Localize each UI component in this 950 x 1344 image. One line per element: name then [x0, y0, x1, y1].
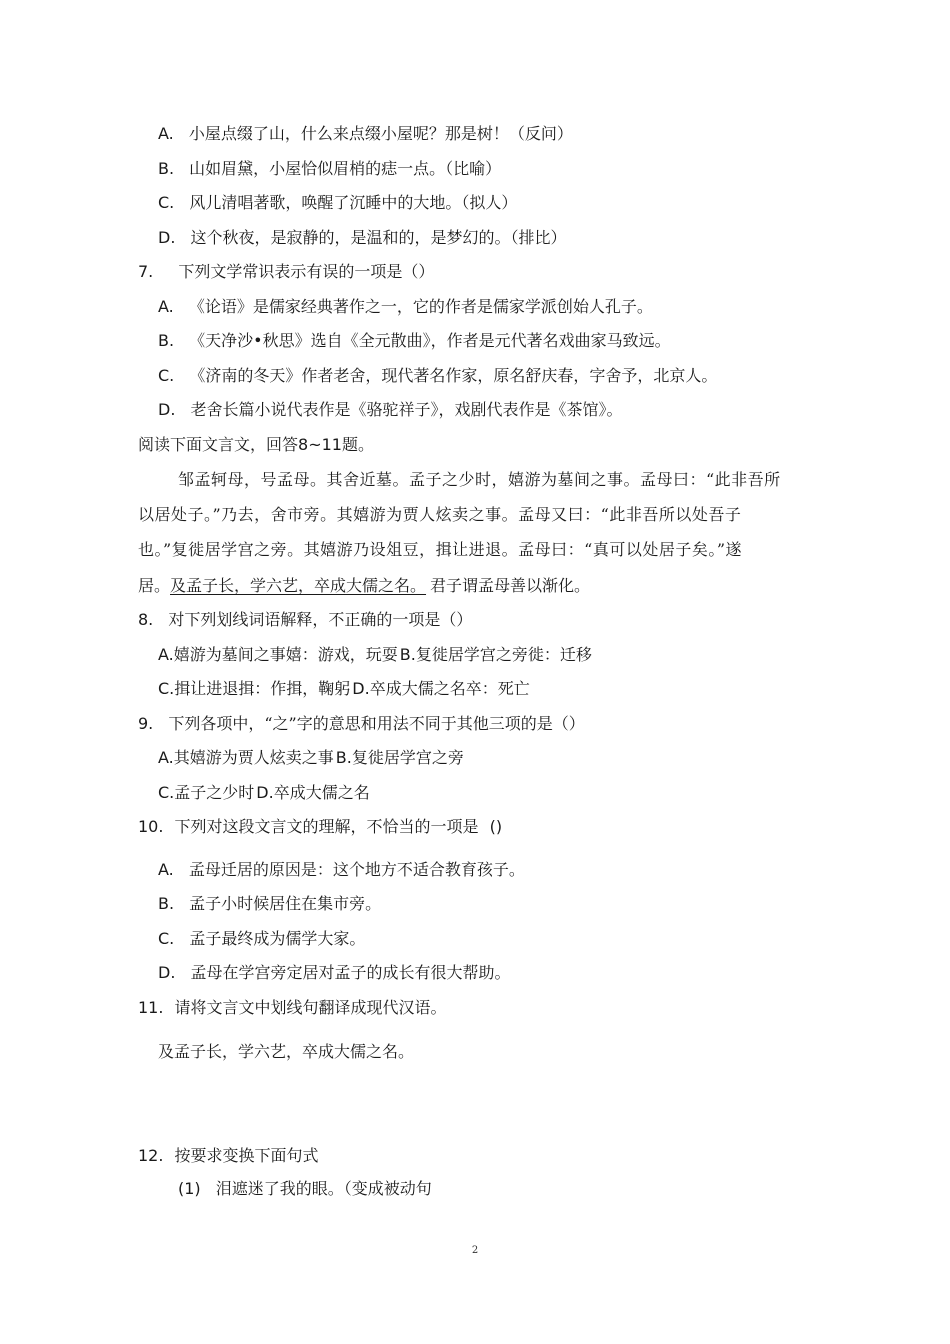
option-label: C.	[158, 193, 175, 212]
sub-number: (1)	[178, 1179, 201, 1198]
option-text: 孟子最终成为儒学大家。	[189, 929, 366, 948]
option-label: A.	[158, 297, 174, 316]
sub-text: 泪遮迷了我的眼。（变成被动句	[215, 1179, 432, 1198]
answer-paren: ()	[489, 817, 503, 836]
question-number: 8.	[138, 610, 154, 629]
option-label: B.	[158, 331, 175, 350]
option-label: A.	[158, 124, 174, 143]
q11-sentence: 及孟子长，学六艺，卒成大儒之名。	[158, 1042, 415, 1061]
intro-range: 8~11	[298, 435, 342, 454]
option-label: D.	[158, 963, 176, 982]
question-text: 下列文学常识表示有误的一项是（）	[178, 262, 435, 281]
option-label: D.	[158, 228, 176, 247]
question-text: 请将文言文中划线句翻译成现代汉语。	[174, 998, 447, 1017]
option-label: B.	[158, 894, 175, 913]
option-label: C.	[158, 929, 175, 948]
option-text: 小屋点缀了山，什么来点缀小屋呢？那是树！（反问）	[188, 124, 573, 143]
option-text: 揖让进退揖：作揖，鞠躬	[174, 679, 351, 698]
q12-stem	[138, 1145, 319, 1167]
option-text: 《济南的冬天》作者老舍，现代著名作家，原名舒庆春，字舍予，北京人。	[189, 366, 718, 385]
underlined-sentence: 及孟子长，学六艺，卒成大儒之名。	[170, 576, 427, 595]
q9-stem	[138, 713, 585, 735]
q8-options-row-1	[158, 644, 592, 666]
page-number: 2	[471, 1245, 479, 1256]
q10-option-c	[158, 928, 365, 950]
option-label: A.	[158, 748, 174, 767]
option-text: 《论语》是儒家经典著作之一，它的作者是儒家学派创始人孔子。	[188, 297, 653, 316]
intro-text-end: 题。	[341, 435, 374, 454]
q7-stem	[138, 261, 434, 283]
question-number: 9.	[138, 714, 154, 733]
q9-options-row-1	[158, 747, 464, 769]
option-label: D.	[352, 679, 370, 698]
option-label: B.	[399, 645, 416, 664]
passage-intro	[138, 434, 374, 456]
passage-text: 居。	[138, 576, 171, 595]
q10-option-b	[158, 893, 381, 915]
question-text: 下列对这段文言文的理解，不恰当的一项是	[174, 817, 479, 836]
passage-line-1: 邹孟轲母，号孟母。其舍近墓。孟子之少时，嬉游为墓间之事。孟母曰：“此非吾所	[178, 470, 781, 489]
question-number: 12.	[138, 1146, 164, 1165]
option-text: 老舍长篇小说代表作是《骆驼祥子》，戏剧代表作是《茶馆》。	[190, 400, 623, 419]
passage-line-4	[138, 575, 590, 597]
option-text: 孟子小时候居住在集市旁。	[189, 894, 382, 913]
q6-option-b	[158, 158, 501, 180]
passage-text: 君子谓孟母善以渐化。	[430, 576, 591, 595]
q7-option-c	[158, 365, 717, 387]
option-label: C.	[158, 366, 175, 385]
option-text: 卒成大儒之名	[273, 783, 370, 802]
option-label: D.	[158, 400, 176, 419]
option-text: 其嬉游为贾人炫卖之事	[173, 748, 334, 767]
question-number: 11.	[138, 998, 164, 1017]
option-label: B.	[335, 748, 352, 767]
passage-line-3: 也。”复徙居学宫之旁。其嬉游乃设俎豆，揖让进退。孟母曰：“真可以处居子矣。”遂	[138, 540, 743, 559]
question-text: 下列各项中，“之”字的意思和用法不同于其他三项的是（）	[168, 714, 585, 733]
option-text: 山如眉黛，小屋恰似眉梢的痣一点。（比喻）	[189, 159, 502, 178]
option-text: 孟母迁居的原因是：这个地方不适合教育孩子。	[188, 860, 525, 879]
q6-option-d	[158, 227, 567, 249]
q7-option-d	[158, 399, 623, 421]
option-label: C.	[158, 783, 175, 802]
option-label: A.	[158, 645, 174, 664]
option-text: 复徙居学宫之旁徙：迁移	[415, 645, 592, 664]
option-text: 孟母在学宫旁定居对孟子的成长有很大帮助。	[190, 963, 511, 982]
option-label: C.	[158, 679, 175, 698]
q6-option-a	[158, 123, 573, 145]
q6-option-c	[158, 192, 517, 214]
q7-option-a	[158, 296, 653, 318]
q8-options-row-2	[158, 678, 530, 700]
option-text: 这个秋夜，是寂静的，是温和的，是梦幻的。（排比）	[190, 228, 567, 247]
q12-sub-1	[178, 1178, 432, 1200]
option-label: B.	[158, 159, 175, 178]
option-label: D.	[256, 783, 274, 802]
q11-stem	[138, 997, 447, 1019]
option-label: A.	[158, 860, 174, 879]
question-number: 10.	[138, 817, 164, 836]
question-text: 按要求变换下面句式	[174, 1146, 319, 1165]
q7-option-b	[158, 330, 671, 352]
option-text: 风儿清唱著歌，唤醒了沉睡中的大地。（拟人）	[189, 193, 518, 212]
q9-options-row-2	[158, 782, 370, 804]
q8-stem	[138, 609, 472, 631]
q10-stem	[138, 816, 502, 838]
q10-option-d	[158, 962, 511, 984]
option-text: 卒成大儒之名卒：死亡	[369, 679, 530, 698]
option-text: 嬉游为墓间之事嬉：游戏，玩耍	[173, 645, 398, 664]
intro-text: 阅读下面文言文，回答	[138, 435, 299, 454]
question-number: 7.	[138, 262, 154, 281]
q10-option-a	[158, 859, 525, 881]
option-text: 孟子之少时	[174, 783, 255, 802]
passage-line-2: 以居处子。”乃去，舍市旁。其嬉游为贾人炫卖之事。孟母又曰：“此非吾所以处吾子	[138, 505, 742, 524]
option-text: 复徙居学宫之旁	[351, 748, 464, 767]
question-text: 对下列划线词语解释，不正确的一项是（）	[168, 610, 473, 629]
option-text: 《天净沙•秋思》选自《全元散曲》，作者是元代著名戏曲家马致远。	[189, 331, 671, 350]
